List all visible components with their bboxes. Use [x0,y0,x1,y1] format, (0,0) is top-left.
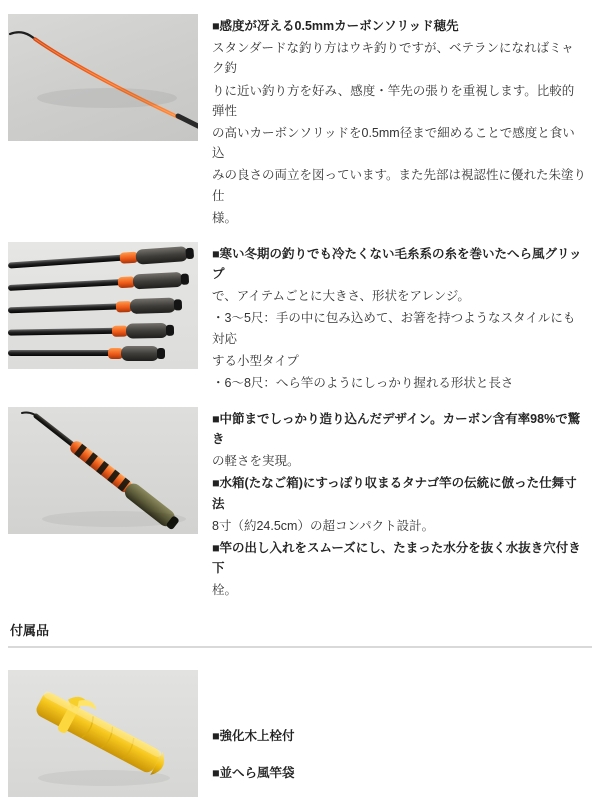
feature-lead: ■水箱(たなご箱)にすっぽり収まるタナゴ竿の伝統に倣った仕舞寸法 [212,476,577,511]
grips-illustration [8,242,198,369]
feature-body-line: みの良さの両立を図っています。また先部は視認性に優れた朱塗り仕 [212,168,587,203]
feature-body-line: ・3〜5尺：手の中に包み込めて、お箸を持つようなスタイルにも対応 [212,311,576,346]
feature-body-line: ・6〜8尺：へら竿のようにしっかり握れる形状と長さ [212,375,514,390]
feature-lead: ■竿の出し入れをスムーズにし、たまった水分を抜く水抜き穴付き下 [212,540,581,576]
feature-lead: ■寒い冬期の釣りでも冷たくない毛糸系の糸を巻いたへら風グリップ [212,246,582,281]
feature-text [198,407,592,603]
feature-body-line: で、アイテムごとに大きさ、形状をアレンジ。 [212,289,470,304]
accessories-text [198,670,592,799]
feature-block [8,14,592,230]
accessories-heading: 付属品 [8,620,592,648]
mid-section-photo [8,407,198,534]
feature-body-line: 栓。 [212,583,238,598]
feature-text [198,14,592,230]
feature-body-line: 8寸（約24.5cm）の超コンパクト設計。 [212,518,435,533]
rod-bag-photo [8,670,198,797]
feature-body-line: する小型タイプ [212,353,299,368]
feature-block [8,407,592,603]
rod-bag-illustration [8,670,198,797]
feature-lead: ■感度が冴える0.5mmカーボンソリッド穂先 [212,19,459,33]
feature-block [8,242,592,395]
rod-tip-photo [8,14,198,141]
feature-body-line: りに近い釣り方を好み、感度・竿先の張りを重視します。比較的弾性 [212,83,575,118]
mid-section-illustration [8,407,198,534]
accessory-item: ■並へら風竿袋 [212,765,295,780]
feature-body-line: スタンダードな釣り方はウキ釣りですが、ベテランになればミャク釣 [212,41,574,76]
accessories-block [8,670,592,799]
accessory-item: ■強化木上栓付 [212,729,295,744]
rod-tip-illustration [8,24,198,132]
feature-lead: ■中節までしっかり造り込んだデザイン。カーボン含有率98%で驚き [212,411,581,447]
feature-body-line: の高いカーボンソリッドを0.5mm径まで細めることで感度と食い込 [212,125,575,161]
grips-photo [8,242,198,369]
feature-body-line: 様。 [212,210,238,225]
feature-body-line: の軽さを実現。 [212,454,300,469]
feature-text [198,242,592,395]
